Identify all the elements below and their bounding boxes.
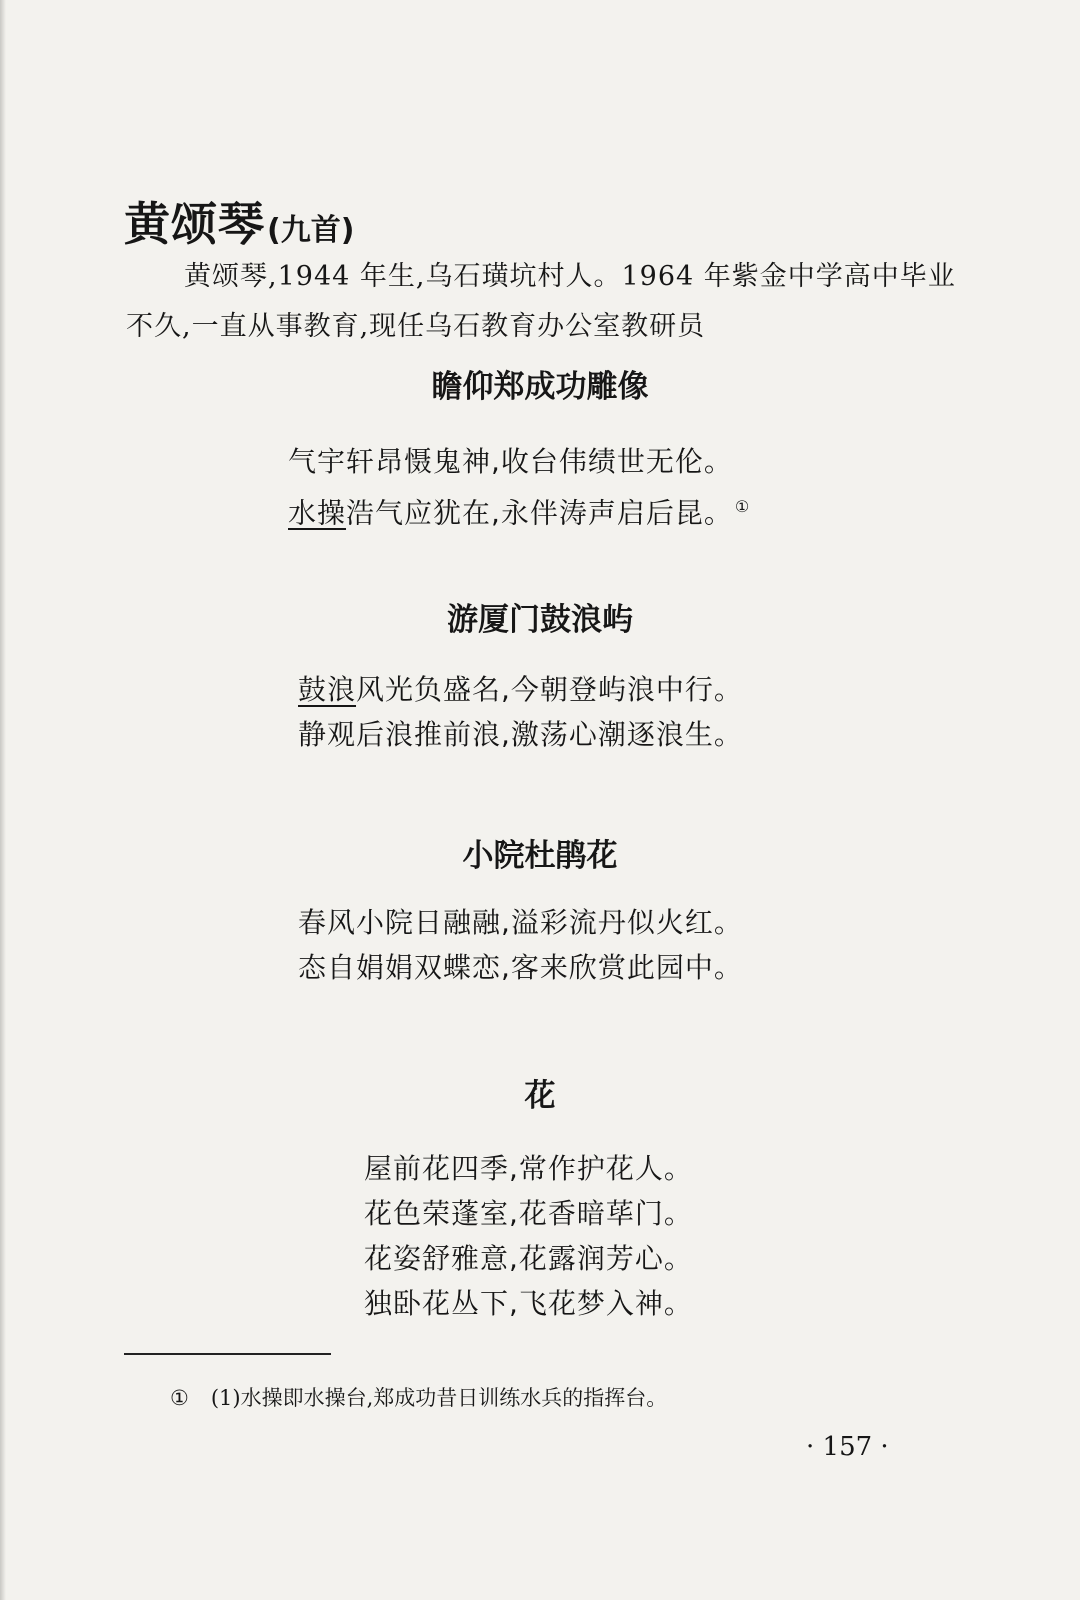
line-text: 静观后浪推前浪,激荡心潮逐浪生。 <box>298 718 743 751</box>
footnote-divider <box>124 1353 331 1355</box>
line-text: 独卧花丛下,飞花梦入神。 <box>364 1287 693 1320</box>
poem-line <box>364 1281 693 1326</box>
poem-body <box>364 1146 693 1326</box>
footnote-text: (1)水操即水操台,郑成功昔日训练水兵的指挥台。 <box>210 1386 668 1410</box>
poem-title: 小院杜鹃花 <box>462 838 618 874</box>
poem-line <box>364 1236 693 1281</box>
author-name: 黄颂琴 <box>124 197 265 251</box>
poem-line <box>298 712 743 757</box>
author-heading <box>124 188 354 254</box>
poem-4 <box>0 1074 1080 1320</box>
poem-title: 瞻仰郑成功雕像 <box>431 369 649 405</box>
poem-3 <box>0 834 1080 984</box>
page-edge-shadow <box>0 0 6 1600</box>
poem-2 <box>0 598 1080 751</box>
poem-body <box>288 439 750 535</box>
poem-title: 花 <box>524 1078 556 1114</box>
poem-body <box>298 900 743 990</box>
line-text: 春风小院日融融,溢彩流丹似火红。 <box>298 906 743 939</box>
line-text: 花色荣蓬室,花香暗荜门。 <box>364 1197 693 1230</box>
footnote-symbol: ① <box>170 1386 189 1410</box>
poem-count: (九首) <box>267 213 355 248</box>
footnote <box>170 1382 667 1412</box>
line-text: 屋前花四季,常作护花人。 <box>364 1152 693 1185</box>
underlined-place-name: 水操 <box>288 496 347 530</box>
line-text: 风光负盛名,今朝登屿浪中行。 <box>356 673 743 706</box>
poem-line <box>364 1191 693 1236</box>
line-text: 浩气应犹在,永伴涛声启后昆。 <box>346 496 733 530</box>
page-number: · 157 · <box>806 1432 889 1462</box>
author-bio: 黄颂琴,1944 年生,乌石璜坑村人。1964 年紫金中学高中毕业不久,一直从事教育,现任乌石教育办公室教研员 <box>126 261 956 342</box>
poem-line <box>288 439 750 484</box>
poem-line <box>298 667 743 712</box>
poem-line <box>288 484 750 535</box>
poem-line <box>298 900 743 945</box>
underlined-place-name: 鼓浪 <box>298 673 357 706</box>
poem-title: 游厦门鼓浪屿 <box>447 602 633 638</box>
footnote-reference: ① <box>734 497 751 516</box>
line-text: 态自娟娟双蝶恋,客来欣赏此园中。 <box>298 951 743 984</box>
line-text: 气宇轩昂慑鬼神,收台伟绩世无伦。 <box>288 445 733 478</box>
poem-line <box>298 945 743 990</box>
line-text: 花姿舒雅意,花露润芳心。 <box>364 1242 693 1275</box>
poem-body <box>298 667 743 757</box>
poem-line <box>364 1146 693 1191</box>
poem-1 <box>0 365 1080 530</box>
